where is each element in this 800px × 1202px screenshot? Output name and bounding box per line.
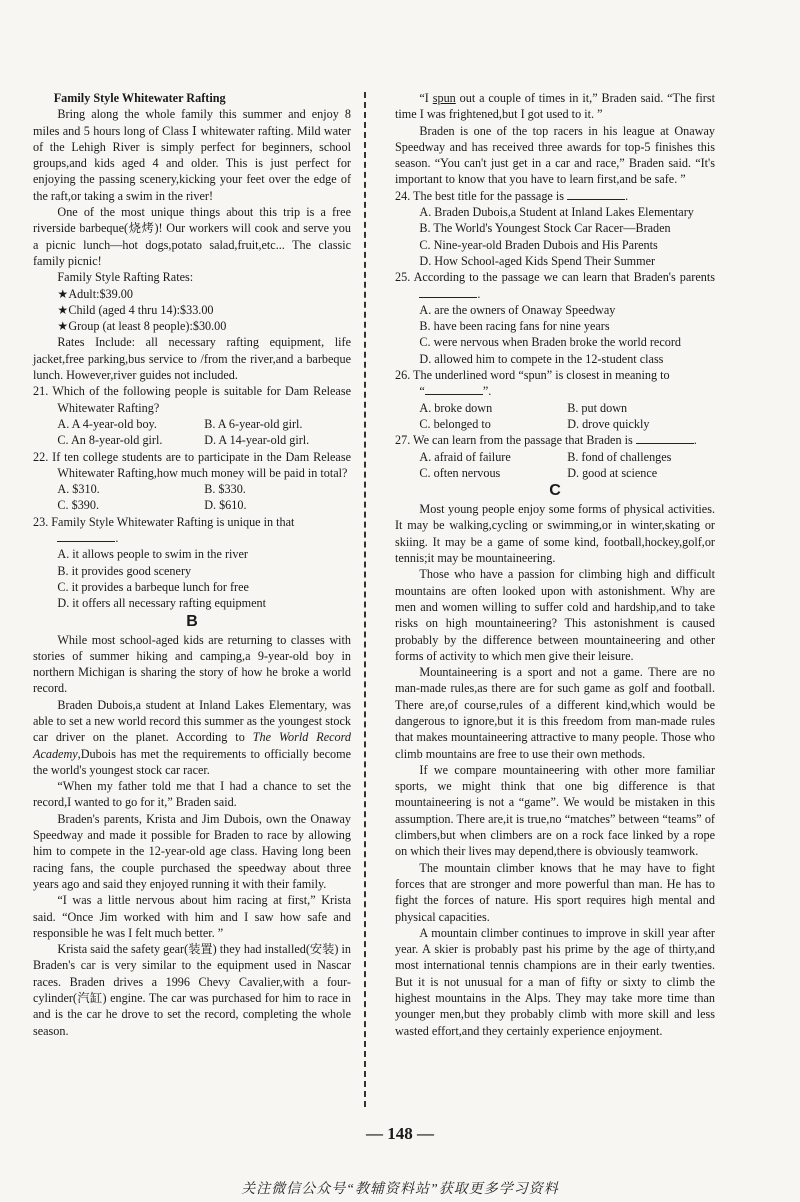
right-column (395, 90, 715, 1039)
passage-b-paragraph: Braden's parents, Krista and Jim Dubois, own the Onaway Speedway and made it possible for Braden to race by allowing him to compete in the 12-year-old age class. Having long been racing fans, the couple purchased the speedway about three years ago and said they enjoyed running it with their family. (33, 811, 351, 891)
rate-group: ★Group (at least 8 people):$30.00 (57, 319, 227, 334)
q22-option-c: C. $390. (57, 498, 100, 513)
q25-option-c: C. were nervous when Braden broke the world record (419, 335, 681, 350)
passage-c-paragraph: The mountain climber knows that he may have to fight forces that are stronger and more powerful than man. He has to fight the forces of nature. His sport requires high mental and physical capacities. (395, 860, 715, 924)
rate-child: ★Child (aged 4 thru 14):$33.00 (57, 302, 214, 317)
passage-b-paragraph: Krista said the safety gear(装置) they had installed(安装) in Braden's car is very similar to the equipment used in Nascar races. Braden drives a 1996 Chevy Cavalier,with a four-cylinder(汽缸) engine. The car was purchased for him to race in and is the car he drove to set the record, completing the whole season. (33, 942, 351, 1038)
passage-b-paragraph: Braden is one of the top racers in his league at Onaway Speedway and has received three awards for top-5 finishes this season. “You can't just get in a car and race,” Braden said. “It's important to know that you have to learn first,and be safe. ” (395, 123, 715, 187)
passage-c-paragraph: Those who have a passion for climbing high and difficult mountains are often looked upon with astonishment. Why are men and women willing to suffer cold and hardship,and to take risks on high mountaineering? This astonishment is caused probably by the difference between mountaineering and other forms of activity to which men give their leisure. (395, 567, 715, 663)
answer-blank (419, 286, 477, 298)
passage-b-paragraph: Braden Dubois,a student at Inland Lakes Elementary, was able to set a new world record this summer as the youngest stock car driver on the planet. According to The World Record Academy,Dubois has met the requirements to officially become the world's youngest stock car racer. (33, 697, 351, 777)
q27-option-d: D. good at science (567, 465, 658, 480)
passage-b-paragraph: “When my father told me that I had a chance to set the record,I wanted to go for it,” Braden said. (33, 779, 351, 810)
answer-blank (425, 383, 483, 395)
passage-a-paragraph: Bring along the whole family this summer and enjoy 8 miles and 5 hours long of Class Ⅰ whitewater rafting. Mild water of the Lehigh River is simply perfect for beginners, school groups,and kids aged 4 and older. This is just perfect for enjoying the passing scenery,kicking your feet over the edge of the raft,or taking a swim in the river! (33, 107, 351, 203)
passage-c-paragraph: Most young people enjoy some forms of physical activities. It may be walking,cycling or swimming,or in winter,skating or skiing. It may be a game of some kind, football,hockey,golf,or tennis;it may be mountaineering. (395, 502, 715, 566)
answer-blank (57, 530, 115, 542)
question-21: 21. Which of the following people is suitable for Dam Release Whitewater Rafting? (33, 384, 351, 415)
q24-option-b: B. The World's Youngest Stock Car Racer—Braden (419, 221, 671, 236)
q23-option-b: B. it provides good scenery (57, 563, 192, 578)
q21-option-d: D. A 14-year-old girl. (204, 433, 310, 448)
question-25: 25. According to the passage we can learn that Braden's parents . (395, 270, 715, 301)
q22-option-a: A. $310. (57, 482, 100, 497)
passage-c-paragraph: Mountaineering is a sport and not a game. There are no man-made rules,as there are for such game as golf and football. There are,of course,rules of a different kind,which would be dangerous to ignore,but it is this freedom from man-made rules that makes mountaineering attractive to many people. Those who climb mountains are free to use their own methods. (395, 665, 715, 761)
passage-c-paragraph: A mountain climber continues to improve in skill year after year. A skier is probably past his prime by the age of thirty,and most international tennis champions are in their early twenties. But it is not unusual for a man of fifty or sixty to climb the highest mountains in the Alps. They may take more time than younger men,but they probably climb with more skill and less wasted effort,and they certainly experience enjoyment. (395, 925, 715, 1038)
footer-note: 关注微信公众号“教辅资料站”获取更多学习资料 (241, 1182, 559, 1197)
q26-option-c: C. belonged to (419, 416, 491, 431)
q27-option-c: C. often nervous (419, 465, 501, 480)
passage-b-paragraph: “I spun out a couple of times in it,” Braden said. “The first time I was frightened,but I got used to it. ” (395, 91, 715, 122)
q22-option-d: D. $610. (204, 498, 247, 513)
rates-heading: Family Style Rafting Rates: (57, 270, 194, 285)
section-c-heading: C (549, 482, 561, 500)
q21-option-c: C. An 8-year-old girl. (57, 433, 163, 448)
q27-option-b: B. fond of challenges (567, 449, 672, 464)
section-b-heading: B (186, 612, 198, 630)
q23-option-d: D. it offers all necessary rafting equipment (57, 596, 266, 611)
answer-blank (567, 188, 625, 200)
q21-option-a: A. A 4-year-old boy. (57, 416, 157, 431)
q22-option-b: B. $330. (204, 482, 246, 497)
q24-option-a: A. Braden Dubois,a Student at Inland Lakes Elementary (419, 205, 694, 220)
q25-option-b: B. have been racing fans for nine years (419, 319, 610, 334)
q23-option-c: C. it provides a barbeque lunch for free (57, 579, 249, 594)
passage-a-paragraph: One of the most unique things about this trip is a free riverside barbeque(烧烤)! Our workers will cook and serve you a picnic lunch—hot dogs,potato salad,fruit,etc... The classic family picnic! (33, 205, 351, 268)
question-27: 27. We can learn from the passage that Braden is . (395, 433, 697, 448)
q26-option-d: D. drove quickly (567, 416, 650, 431)
page-number: — 148 — (366, 1124, 434, 1143)
underlined-word: spun (432, 91, 456, 105)
q25-option-d: D. allowed him to compete in the 12-student class (419, 351, 664, 366)
q25-option-a: A. are the owners of Onaway Speedway (419, 302, 616, 317)
column-divider (364, 92, 366, 1107)
passage-a-paragraph: Rates Include: all necessary rafting equipment, life jacket,free parking,bus service to /from the river,and a barbeque lunch. However,river guides not included. (33, 335, 351, 383)
q26-option-b: B. put down (567, 400, 628, 415)
question-24: 24. The best title for the passage is . (395, 188, 629, 203)
q27-option-a: A. afraid of failure (419, 449, 511, 464)
passage-b-paragraph: While most school-aged kids are returning to classes with stories of summer hiking and camping,a 9-year-old boy in northern Michigan is sharing the story of how he broke a world record. (33, 632, 351, 696)
passage-b-paragraph: “I was a little nervous about him racing at first,” Krista said. “Once Jim worked with him and I saw how safe and responsible he was I felt much better. ” (33, 893, 351, 940)
left-column (33, 90, 351, 1039)
q23-option-a: A. it allows people to swim in the river (57, 547, 248, 562)
question-22: 22. If ten college students are to participate in the Dam Release Whitewater Rafting,how much money will be paid in total? (33, 449, 351, 480)
passage-a-title: Family Style Whitewater Rafting (53, 91, 226, 105)
question-23: 23. Family Style Whitewater Rafting is unique in that . (33, 514, 295, 546)
q24-option-d: D. How School-aged Kids Spend Their Summer (419, 253, 656, 268)
q24-option-c: C. Nine-year-old Braden Dubois and His Parents (419, 237, 658, 252)
question-26: 26. The underlined word “spun” is closest in meaning to “ ”. (395, 368, 670, 399)
q21-option-b: B. A 6-year-old girl. (204, 416, 303, 431)
answer-blank (636, 432, 694, 444)
passage-c-paragraph: If we compare mountaineering with other more familiar sports, we might think that one big difference is that mountaineering is not a “game”. We would be mistaken in this assumption. There are,it is true,no “matches” between “teams” of climbers,but when climbers are on a rock face linked by a rope on which their lives may depend,there is obviously teamwork. (395, 762, 715, 859)
q26-option-a: A. broke down (419, 400, 493, 415)
rate-adult: ★Adult:$39.00 (57, 286, 133, 301)
